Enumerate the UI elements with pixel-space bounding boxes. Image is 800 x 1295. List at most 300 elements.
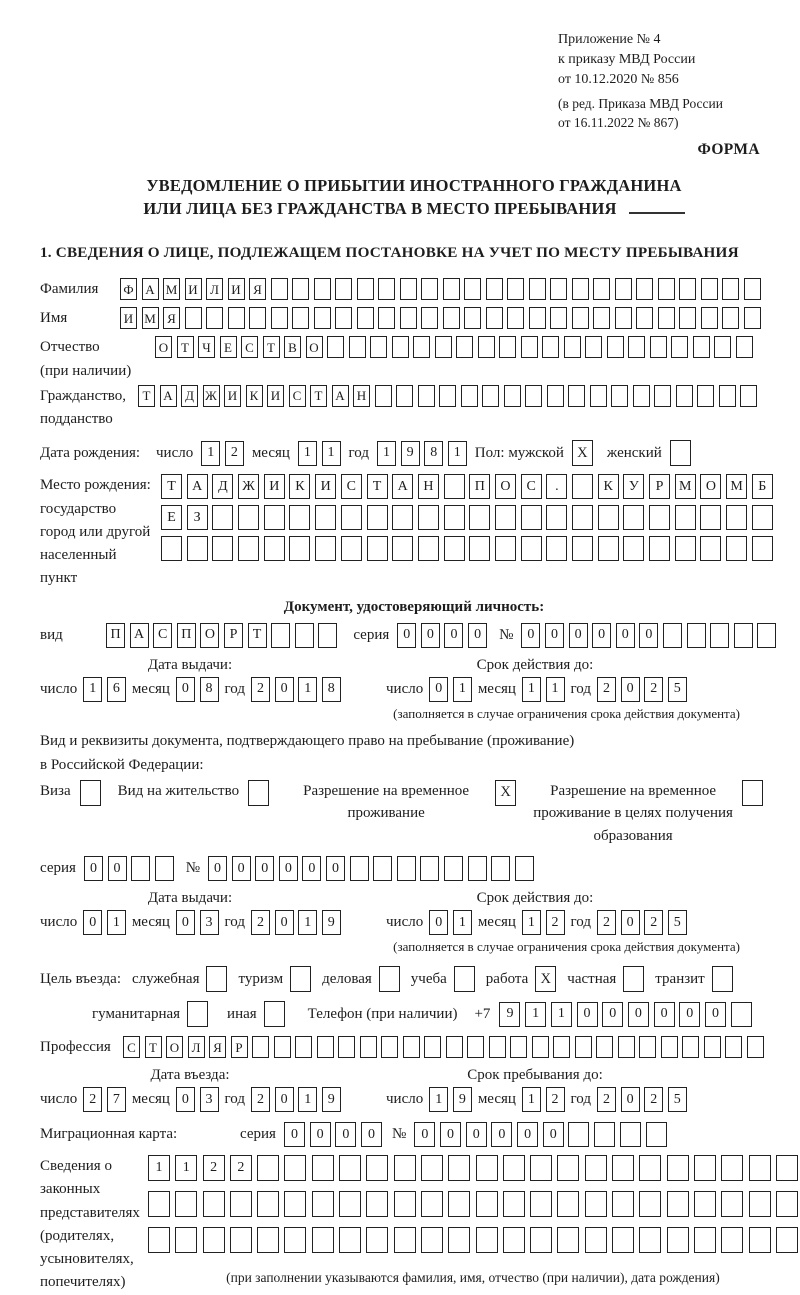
char-cell[interactable]	[435, 336, 452, 358]
char-cell[interactable]	[553, 1036, 570, 1058]
char-cell[interactable]: Е	[220, 336, 237, 358]
char-cell[interactable]	[418, 385, 435, 407]
checkbox-temp-permit-education[interactable]	[742, 780, 763, 806]
char-cell[interactable]	[649, 536, 670, 561]
char-cell[interactable]	[572, 505, 593, 530]
char-cell[interactable]	[469, 505, 490, 530]
char-cell[interactable]: Б	[752, 474, 773, 499]
char-cell[interactable]	[161, 536, 182, 561]
char-cell[interactable]	[295, 1036, 312, 1058]
identity-number-boxes[interactable]	[521, 623, 776, 648]
stay-month-boxes[interactable]	[522, 1087, 565, 1112]
char-cell[interactable]	[444, 505, 465, 530]
expiry-month-boxes[interactable]	[522, 677, 565, 702]
char-cell[interactable]	[661, 1036, 678, 1058]
char-cell[interactable]	[639, 1155, 661, 1181]
char-cell[interactable]	[503, 1191, 525, 1217]
char-cell[interactable]: 6	[107, 677, 126, 702]
char-cell[interactable]: 9	[401, 441, 420, 466]
char-cell[interactable]: 0	[361, 1122, 382, 1147]
char-cell[interactable]	[503, 1155, 525, 1181]
char-cell[interactable]: 0	[628, 1002, 649, 1027]
char-cell[interactable]	[612, 1155, 634, 1181]
char-cell[interactable]	[264, 536, 285, 561]
char-cell[interactable]	[314, 278, 331, 300]
char-cell[interactable]	[367, 536, 388, 561]
char-cell[interactable]: А	[332, 385, 349, 407]
char-cell[interactable]: 0	[429, 677, 448, 702]
char-cell[interactable]	[349, 336, 366, 358]
char-cell[interactable]	[585, 1227, 607, 1253]
char-cell[interactable]: С	[289, 385, 306, 407]
char-cell[interactable]	[264, 505, 285, 530]
char-cell[interactable]: Т	[161, 474, 182, 499]
char-cell[interactable]	[776, 1227, 798, 1253]
char-cell[interactable]: П	[106, 623, 125, 648]
char-cell[interactable]: 0	[414, 1122, 435, 1147]
char-cell[interactable]	[295, 623, 314, 648]
checkbox-official[interactable]	[206, 966, 227, 992]
char-cell[interactable]: Л	[206, 278, 223, 300]
char-cell[interactable]	[612, 1191, 634, 1217]
char-cell[interactable]: А	[392, 474, 413, 499]
char-cell[interactable]	[623, 536, 644, 561]
char-cell[interactable]: 1	[298, 910, 317, 935]
char-cell[interactable]	[476, 1227, 498, 1253]
char-cell[interactable]: 0	[310, 1122, 331, 1147]
char-cell[interactable]	[572, 307, 589, 329]
char-cell[interactable]: 0	[429, 910, 448, 935]
char-cell[interactable]: 1	[522, 1087, 541, 1112]
char-cell[interactable]	[598, 505, 619, 530]
char-cell[interactable]: 0	[569, 623, 588, 648]
char-cell[interactable]	[504, 385, 521, 407]
char-cell[interactable]	[421, 1227, 443, 1253]
char-cell[interactable]	[339, 1227, 361, 1253]
char-cell[interactable]	[257, 1155, 279, 1181]
char-cell[interactable]: К	[598, 474, 619, 499]
char-cell[interactable]: И	[120, 307, 137, 329]
char-cell[interactable]: О	[700, 474, 721, 499]
char-cell[interactable]	[495, 505, 516, 530]
char-cell[interactable]	[257, 1191, 279, 1217]
char-cell[interactable]: 5	[668, 1087, 687, 1112]
char-cell[interactable]: С	[521, 474, 542, 499]
representatives-row3-boxes[interactable]	[148, 1227, 798, 1253]
char-cell[interactable]: 0	[176, 677, 195, 702]
char-cell[interactable]: 0	[444, 623, 463, 648]
char-cell[interactable]	[230, 1227, 252, 1253]
char-cell[interactable]	[722, 307, 739, 329]
char-cell[interactable]: 0	[621, 1087, 640, 1112]
checkbox-tourism[interactable]	[290, 966, 311, 992]
char-cell[interactable]	[312, 1155, 334, 1181]
char-cell[interactable]	[448, 1227, 470, 1253]
char-cell[interactable]	[284, 1191, 306, 1217]
entry-day-boxes[interactable]	[83, 1087, 126, 1112]
char-cell[interactable]	[585, 336, 602, 358]
char-cell[interactable]	[667, 1155, 689, 1181]
char-cell[interactable]	[476, 1191, 498, 1217]
char-cell[interactable]	[292, 278, 309, 300]
char-cell[interactable]: 3	[200, 1087, 219, 1112]
char-cell[interactable]: Т	[177, 336, 194, 358]
char-cell[interactable]: Я	[249, 278, 266, 300]
char-cell[interactable]: Р	[231, 1036, 248, 1058]
char-cell[interactable]	[542, 336, 559, 358]
residence-expiry-day-boxes[interactable]	[429, 910, 472, 935]
char-cell[interactable]: 1	[429, 1087, 448, 1112]
char-cell[interactable]	[467, 1036, 484, 1058]
char-cell[interactable]	[615, 307, 632, 329]
char-cell[interactable]	[420, 856, 439, 881]
char-cell[interactable]: 0	[602, 1002, 623, 1027]
char-cell[interactable]	[175, 1227, 197, 1253]
char-cell[interactable]	[341, 536, 362, 561]
char-cell[interactable]	[682, 1036, 699, 1058]
char-cell[interactable]	[639, 1227, 661, 1253]
char-cell[interactable]	[367, 505, 388, 530]
expiry-day-boxes[interactable]	[429, 677, 472, 702]
char-cell[interactable]	[557, 1227, 579, 1253]
checkbox-private[interactable]	[623, 966, 644, 992]
char-cell[interactable]	[312, 1227, 334, 1253]
char-cell[interactable]	[693, 336, 710, 358]
char-cell[interactable]: З	[187, 505, 208, 530]
char-cell[interactable]	[394, 1155, 416, 1181]
char-cell[interactable]	[598, 536, 619, 561]
char-cell[interactable]	[238, 536, 259, 561]
char-cell[interactable]	[495, 536, 516, 561]
char-cell[interactable]: 8	[424, 441, 443, 466]
char-cell[interactable]: 0	[255, 856, 274, 881]
char-cell[interactable]: И	[267, 385, 284, 407]
char-cell[interactable]	[749, 1191, 771, 1217]
char-cell[interactable]: 0	[577, 1002, 598, 1027]
char-cell[interactable]	[694, 1155, 716, 1181]
char-cell[interactable]	[446, 1036, 463, 1058]
char-cell[interactable]	[687, 623, 706, 648]
char-cell[interactable]	[370, 336, 387, 358]
char-cell[interactable]: Л	[188, 1036, 205, 1058]
birth-month-boxes[interactable]	[298, 441, 341, 466]
char-cell[interactable]: 1	[322, 441, 341, 466]
char-cell[interactable]	[546, 536, 567, 561]
char-cell[interactable]	[341, 505, 362, 530]
residence-expiry-month-boxes[interactable]	[522, 910, 565, 935]
char-cell[interactable]	[421, 1155, 443, 1181]
char-cell[interactable]	[721, 1191, 743, 1217]
char-cell[interactable]	[636, 278, 653, 300]
char-cell[interactable]	[557, 1155, 579, 1181]
checkbox-male[interactable]: X	[572, 440, 593, 466]
char-cell[interactable]: А	[187, 474, 208, 499]
char-cell[interactable]: И	[228, 278, 245, 300]
char-cell[interactable]: О	[155, 336, 172, 358]
char-cell[interactable]	[675, 505, 696, 530]
stay-day-boxes[interactable]	[429, 1087, 472, 1112]
char-cell[interactable]	[381, 1036, 398, 1058]
char-cell[interactable]: О	[200, 623, 219, 648]
char-cell[interactable]	[700, 505, 721, 530]
char-cell[interactable]	[499, 336, 516, 358]
char-cell[interactable]	[444, 856, 463, 881]
char-cell[interactable]	[612, 1227, 634, 1253]
char-cell[interactable]: 5	[668, 910, 687, 935]
char-cell[interactable]	[366, 1155, 388, 1181]
char-cell[interactable]: Т	[145, 1036, 162, 1058]
char-cell[interactable]: 8	[322, 677, 341, 702]
char-cell[interactable]: О	[306, 336, 323, 358]
char-cell[interactable]	[444, 536, 465, 561]
char-cell[interactable]: 0	[468, 623, 487, 648]
char-cell[interactable]	[230, 1191, 252, 1217]
char-cell[interactable]	[418, 536, 439, 561]
char-cell[interactable]	[701, 307, 718, 329]
char-cell[interactable]	[593, 278, 610, 300]
char-cell[interactable]	[530, 1191, 552, 1217]
char-cell[interactable]: Р	[224, 623, 243, 648]
char-cell[interactable]	[503, 1227, 525, 1253]
char-cell[interactable]: 7	[107, 1087, 126, 1112]
stay-year-boxes[interactable]	[597, 1087, 687, 1112]
char-cell[interactable]	[515, 856, 534, 881]
char-cell[interactable]: А	[130, 623, 149, 648]
char-cell[interactable]: Д	[212, 474, 233, 499]
char-cell[interactable]	[568, 1122, 589, 1147]
char-cell[interactable]	[667, 1227, 689, 1253]
residence-issue-month-boxes[interactable]	[176, 910, 219, 935]
char-cell[interactable]	[424, 1036, 441, 1058]
char-cell[interactable]: П	[177, 623, 196, 648]
char-cell[interactable]	[464, 278, 481, 300]
char-cell[interactable]	[357, 278, 374, 300]
char-cell[interactable]	[658, 307, 675, 329]
char-cell[interactable]	[238, 505, 259, 530]
char-cell[interactable]: 2	[251, 1087, 270, 1112]
char-cell[interactable]	[315, 505, 336, 530]
checkbox-work[interactable]: X	[535, 966, 556, 992]
char-cell[interactable]: 0	[84, 856, 103, 881]
char-cell[interactable]	[366, 1191, 388, 1217]
checkbox-other[interactable]	[264, 1001, 285, 1027]
char-cell[interactable]	[350, 856, 369, 881]
char-cell[interactable]: 1	[448, 441, 467, 466]
char-cell[interactable]	[175, 1191, 197, 1217]
given-name-boxes[interactable]	[120, 307, 761, 329]
char-cell[interactable]: 1	[83, 677, 102, 702]
char-cell[interactable]	[292, 307, 309, 329]
residence-series-boxes[interactable]	[84, 856, 174, 881]
char-cell[interactable]	[529, 278, 546, 300]
char-cell[interactable]	[375, 385, 392, 407]
char-cell[interactable]	[392, 505, 413, 530]
char-cell[interactable]	[721, 1155, 743, 1181]
char-cell[interactable]	[776, 1191, 798, 1217]
char-cell[interactable]	[486, 278, 503, 300]
issue-month-boxes[interactable]	[176, 677, 219, 702]
representatives-row1-boxes[interactable]	[148, 1155, 798, 1181]
char-cell[interactable]: 0	[592, 623, 611, 648]
char-cell[interactable]	[357, 307, 374, 329]
char-cell[interactable]	[594, 1122, 615, 1147]
char-cell[interactable]: 0	[83, 910, 102, 935]
char-cell[interactable]	[572, 474, 593, 499]
char-cell[interactable]	[257, 1227, 279, 1253]
char-cell[interactable]	[679, 278, 696, 300]
char-cell[interactable]	[585, 1191, 607, 1217]
char-cell[interactable]	[421, 1191, 443, 1217]
identity-series-boxes[interactable]	[397, 623, 487, 648]
char-cell[interactable]	[547, 385, 564, 407]
char-cell[interactable]	[575, 1036, 592, 1058]
char-cell[interactable]	[397, 856, 416, 881]
char-cell[interactable]	[289, 536, 310, 561]
checkbox-temp-permit[interactable]: X	[495, 780, 516, 806]
residence-issue-day-boxes[interactable]	[83, 910, 126, 935]
char-cell[interactable]	[491, 856, 510, 881]
char-cell[interactable]	[464, 307, 481, 329]
char-cell[interactable]	[736, 336, 753, 358]
char-cell[interactable]: С	[153, 623, 172, 648]
char-cell[interactable]	[618, 1036, 635, 1058]
char-cell[interactable]	[400, 307, 417, 329]
char-cell[interactable]	[400, 278, 417, 300]
char-cell[interactable]	[318, 623, 337, 648]
char-cell[interactable]: С	[241, 336, 258, 358]
char-cell[interactable]	[700, 536, 721, 561]
char-cell[interactable]	[530, 1227, 552, 1253]
char-cell[interactable]: 2	[597, 677, 616, 702]
char-cell[interactable]	[776, 1155, 798, 1181]
char-cell[interactable]	[274, 1036, 291, 1058]
char-cell[interactable]	[639, 1036, 656, 1058]
checkbox-visa[interactable]	[80, 780, 101, 806]
entry-month-boxes[interactable]	[176, 1087, 219, 1112]
char-cell[interactable]: Т	[138, 385, 155, 407]
char-cell[interactable]	[131, 856, 150, 881]
char-cell[interactable]	[394, 1191, 416, 1217]
char-cell[interactable]	[468, 856, 487, 881]
char-cell[interactable]	[212, 505, 233, 530]
migration-number-boxes[interactable]	[414, 1122, 666, 1147]
char-cell[interactable]: Я	[163, 307, 180, 329]
char-cell[interactable]	[704, 1036, 721, 1058]
char-cell[interactable]	[546, 505, 567, 530]
birth-place-row1-boxes[interactable]	[161, 474, 773, 499]
char-cell[interactable]: Ж	[203, 385, 220, 407]
char-cell[interactable]: 0	[279, 856, 298, 881]
char-cell[interactable]: 0	[302, 856, 321, 881]
char-cell[interactable]	[394, 1227, 416, 1253]
char-cell[interactable]	[623, 505, 644, 530]
char-cell[interactable]: 1	[551, 1002, 572, 1027]
char-cell[interactable]: 0	[517, 1122, 538, 1147]
issue-year-boxes[interactable]	[251, 677, 341, 702]
char-cell[interactable]	[312, 1191, 334, 1217]
char-cell[interactable]	[752, 536, 773, 561]
char-cell[interactable]	[649, 505, 670, 530]
char-cell[interactable]: 9	[322, 910, 341, 935]
char-cell[interactable]: 0	[639, 623, 658, 648]
char-cell[interactable]	[421, 278, 438, 300]
checkbox-transit[interactable]	[712, 966, 733, 992]
char-cell[interactable]: Т	[367, 474, 388, 499]
char-cell[interactable]	[722, 278, 739, 300]
migration-series-boxes[interactable]	[284, 1122, 382, 1147]
char-cell[interactable]	[392, 536, 413, 561]
char-cell[interactable]	[203, 1191, 225, 1217]
char-cell[interactable]: 1	[148, 1155, 170, 1181]
char-cell[interactable]: Т	[263, 336, 280, 358]
char-cell[interactable]: И	[315, 474, 336, 499]
char-cell[interactable]	[360, 1036, 377, 1058]
char-cell[interactable]	[749, 1155, 771, 1181]
char-cell[interactable]	[679, 307, 696, 329]
char-cell[interactable]	[744, 278, 761, 300]
char-cell[interactable]	[752, 505, 773, 530]
char-cell[interactable]: 0	[545, 623, 564, 648]
checkbox-business[interactable]	[379, 966, 400, 992]
char-cell[interactable]	[284, 1227, 306, 1253]
char-cell[interactable]: 0	[284, 1122, 305, 1147]
char-cell[interactable]: 2	[203, 1155, 225, 1181]
char-cell[interactable]: 5	[668, 677, 687, 702]
char-cell[interactable]: 0	[275, 910, 294, 935]
char-cell[interactable]	[284, 1155, 306, 1181]
char-cell[interactable]: 0	[705, 1002, 726, 1027]
char-cell[interactable]: 0	[326, 856, 345, 881]
char-cell[interactable]	[507, 307, 524, 329]
char-cell[interactable]: Н	[418, 474, 439, 499]
char-cell[interactable]: Д	[181, 385, 198, 407]
char-cell[interactable]: 0	[176, 910, 195, 935]
char-cell[interactable]: 2	[597, 910, 616, 935]
char-cell[interactable]	[439, 385, 456, 407]
profession-boxes[interactable]	[123, 1036, 764, 1058]
char-cell[interactable]: 0	[232, 856, 251, 881]
char-cell[interactable]: О	[166, 1036, 183, 1058]
char-cell[interactable]: 1	[546, 677, 565, 702]
char-cell[interactable]: 1	[522, 910, 541, 935]
residence-number-boxes[interactable]	[208, 856, 534, 881]
char-cell[interactable]: 1	[453, 677, 472, 702]
char-cell[interactable]	[203, 1227, 225, 1253]
char-cell[interactable]: В	[284, 336, 301, 358]
char-cell[interactable]: С	[123, 1036, 140, 1058]
birth-year-boxes[interactable]	[377, 441, 467, 466]
birth-day-boxes[interactable]	[201, 441, 244, 466]
char-cell[interactable]	[525, 385, 542, 407]
char-cell[interactable]: 2	[230, 1155, 252, 1181]
char-cell[interactable]	[719, 385, 736, 407]
char-cell[interactable]: 2	[83, 1087, 102, 1112]
char-cell[interactable]	[521, 536, 542, 561]
char-cell[interactable]	[564, 336, 581, 358]
char-cell[interactable]: 2	[251, 677, 270, 702]
char-cell[interactable]	[443, 278, 460, 300]
char-cell[interactable]	[639, 1191, 661, 1217]
char-cell[interactable]: 0	[176, 1087, 195, 1112]
char-cell[interactable]	[529, 307, 546, 329]
char-cell[interactable]	[185, 307, 202, 329]
char-cell[interactable]: А	[160, 385, 177, 407]
issue-day-boxes[interactable]	[83, 677, 126, 702]
char-cell[interactable]	[585, 1155, 607, 1181]
char-cell[interactable]	[314, 307, 331, 329]
char-cell[interactable]: 1	[175, 1155, 197, 1181]
residence-issue-year-boxes[interactable]	[251, 910, 341, 935]
